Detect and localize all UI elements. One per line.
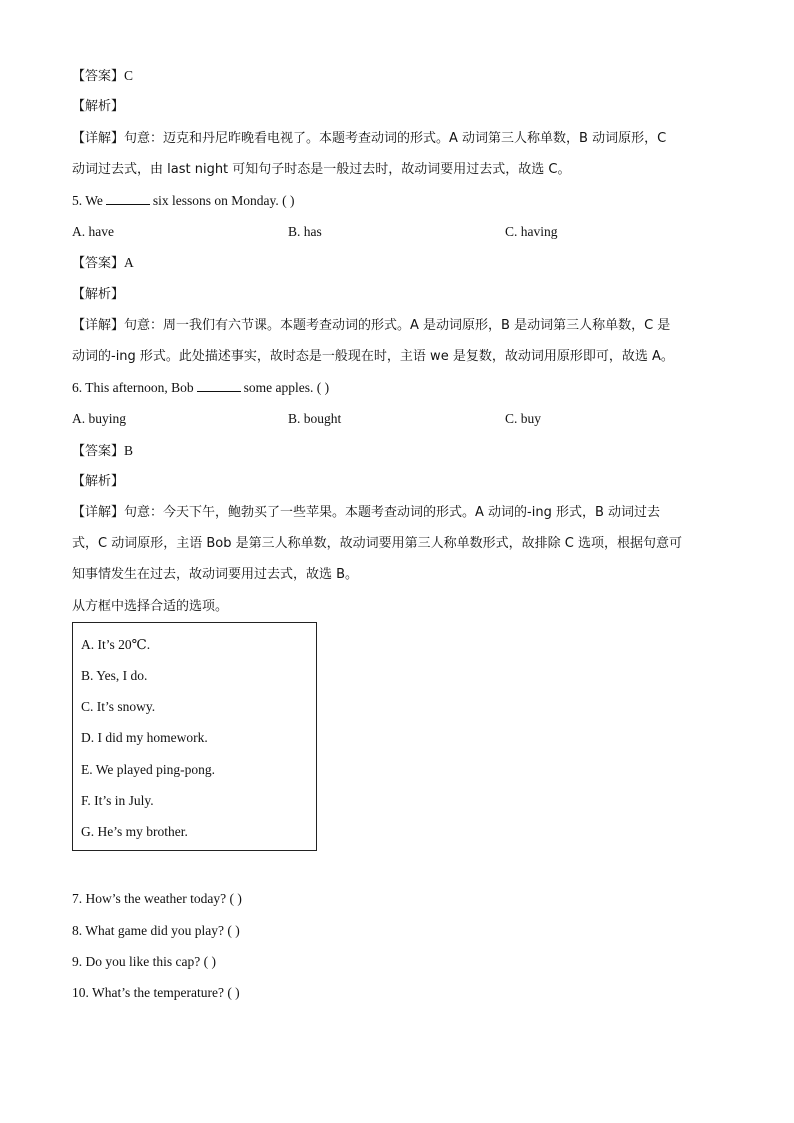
detail-text: 动词过去式，由 last night 可知句子时态是一般过去时，故动词要用过去式，故选 C。 [72, 162, 571, 177]
q5-option-a: A. have [72, 224, 114, 239]
answer-blank [106, 194, 150, 205]
box-option-f: F. It’s in July. [81, 793, 154, 808]
question-7: 7. How’s the weather today? ( ) [72, 891, 242, 906]
q4-answer-line [72, 69, 133, 83]
stem-text: six lessons on Monday. ( ) [152, 193, 295, 208]
box-option-d: D. I did my homework. [81, 730, 208, 745]
q6-answer-line [72, 444, 133, 458]
q5-detail [72, 319, 722, 363]
detail-text: 句意：周一我们有六节课。本题考查动词的形式。A 是动词原形，B 是动词第三人称单数，C 是 [124, 318, 671, 333]
question-8: 8. What game did you play? ( ) [72, 923, 240, 938]
box-option-b: B. Yes, I do. [81, 668, 148, 683]
detail-tag: 【详解】 [72, 505, 125, 520]
detail-tag: 【详解】 [72, 318, 125, 333]
answer-blank [197, 381, 241, 392]
q5-answer-line [72, 256, 134, 270]
q6-option-a: A. buying [72, 411, 126, 426]
q6-stem [72, 381, 329, 395]
detail-text: 动词的-ing 形式。此处描述事实，故时态是一般现在时，主语 we 是复数，故动词用原形即可，故选 A。 [72, 349, 674, 364]
answer-value: C [124, 68, 134, 83]
box-option-a: A. It’s 20℃. [81, 637, 151, 652]
detail-text: 式，C 动词原形，主语 Bob 是第三人称单数，故动词要用第三人称单数形式，故排除 C 选项，根据句意可 [72, 536, 682, 551]
answer-tag: 【答案】 [72, 69, 125, 84]
answer-value: B [124, 443, 134, 458]
options-box [72, 622, 317, 851]
detail-tag: 【详解】 [72, 131, 125, 146]
box-option-g: G. He’s my brother. [81, 824, 188, 839]
question-9: 9. Do you like this cap? ( ) [72, 954, 216, 969]
q6-option-c: C. buy [505, 411, 542, 426]
detail-text: 知事情发生在过去，故动词要用过去式，故选 B。 [72, 567, 359, 582]
question-10: 10. What’s the temperature? ( ) [72, 985, 240, 1000]
answer-tag: 【答案】 [72, 256, 125, 271]
box-option-c: C. It’s snowy. [81, 699, 156, 714]
stem-text: 6. This afternoon, Bob [72, 380, 194, 395]
q4-analysis-tag: 【解析】 [72, 99, 125, 114]
q6-detail [72, 506, 722, 581]
answer-tag: 【答案】 [72, 444, 125, 459]
q5-option-c: C. having [505, 224, 558, 239]
box-option-e: E. We played ping-pong. [81, 762, 216, 777]
stem-text: 5. We [72, 193, 103, 208]
q5-analysis-tag: 【解析】 [72, 287, 125, 302]
q4-detail [72, 132, 722, 176]
q5-stem [72, 194, 295, 208]
section-instruction: 从方框中选择合适的选项。 [72, 599, 229, 614]
stem-text: some apples. ( ) [243, 380, 330, 395]
q6-analysis-tag: 【解析】 [72, 474, 125, 489]
q6-option-b: B. bought [288, 411, 342, 426]
answer-value: A [124, 255, 134, 270]
detail-text: 句意：迈克和丹尼昨晚看电视了。本题考查动词的形式。A 动词第三人称单数，B 动词原形，C [124, 131, 667, 146]
detail-text: 句意：今天下午，鲍勃买了一些苹果。本题考查动词的形式。A 动词的-ing 形式，B 动词过去 [124, 505, 661, 520]
q5-option-b: B. has [288, 224, 322, 239]
